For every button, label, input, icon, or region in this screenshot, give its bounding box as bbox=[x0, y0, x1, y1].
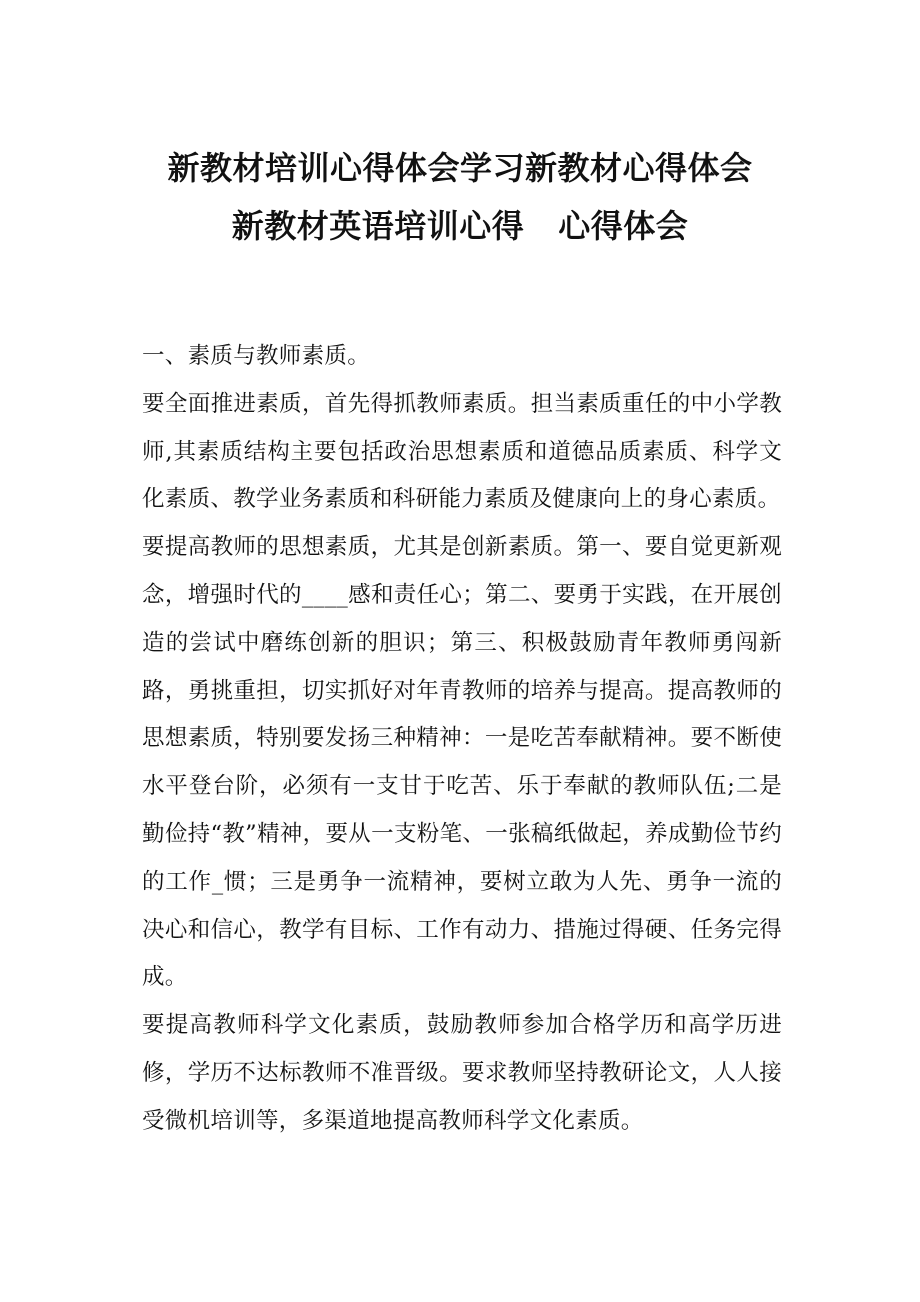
document-body bbox=[142, 333, 782, 1146]
paragraph-teacher-quality: 要全面推进素质，首先得抓教师素质。担当素质重任的中小学教师,其素质结构主要包括政治思想素质和道德品质素质、科学文化素质、教学业务素质和科研能力素质及健康向上的身心素质。 bbox=[142, 390, 782, 513]
document-title-line-2 bbox=[0, 206, 920, 246]
section-heading: 一、素质与教师素质。 bbox=[142, 343, 371, 369]
paragraph-cultural-quality: 要提高教师科学文化素质，鼓励教师参加合格学历和高学历进修，学历不达标教师不准晋级。要求教师坚持教研论文，人人接受微机培训等，多渠道地提高教师科学文化素质。 bbox=[142, 1012, 782, 1134]
paragraph-ideological-quality: 要提高教师的思想素质，尤其是创新素质。第一、要自觉更新观念，增强时代的____感和责任心；第二、要勇于实践，在开展创造的尝试中磨练创新的胆识；第三、积极鼓励青年教师勇闯新路，勇挑重担，切实抓好对年青教师的培养与提高。提高教师的思想素质，特别要发扬三种精神：一是吃苦奉献精神。要不断使水平登台阶，必须有一支甘于吃苦、乐于奉献的教师队伍;二是勤俭持“教”精神，要从一支粉笔、一张稿纸做起，养成勤俭节约的工作_惯；三是勇争一流精神，要树立敢为人先、勇争一流的决心和信心，教学有目标、工作有动力、措施过得硬、任务完得成。 bbox=[142, 534, 782, 991]
title-part-experience: 心得体会 bbox=[558, 207, 689, 245]
document-title-line-1: 新教材培训心得体会学习新教材心得体会 bbox=[167, 149, 753, 187]
title-part-english-training: 新教材英语培训心得 bbox=[231, 207, 525, 245]
